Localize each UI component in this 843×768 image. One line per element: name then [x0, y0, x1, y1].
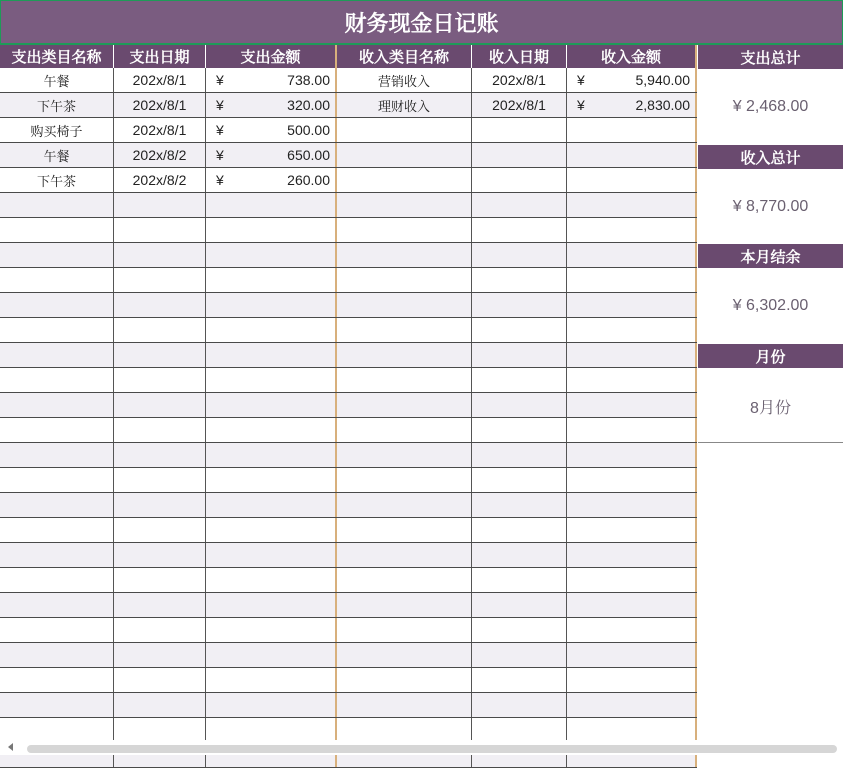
expense-category-cell[interactable] [0, 268, 114, 292]
expense-date-cell[interactable] [114, 193, 206, 217]
expense-category-cell[interactable] [0, 243, 114, 267]
income-amount-cell[interactable] [567, 668, 697, 692]
expense-date-cell[interactable] [114, 543, 206, 567]
income-amount-cell[interactable] [567, 393, 697, 417]
table-row [0, 568, 697, 593]
expense-category-cell[interactable] [0, 318, 114, 342]
expense-date-cell[interactable] [114, 718, 206, 742]
expense-date-cell[interactable] [114, 468, 206, 492]
expense-amount-cell[interactable] [206, 168, 337, 192]
expense-category-cell[interactable]: 午餐 [0, 143, 114, 167]
income-date-cell[interactable] [472, 493, 567, 517]
income-date-cell[interactable] [472, 243, 567, 267]
expense-category-cell[interactable] [0, 368, 114, 392]
expense-category-cell[interactable]: 购买椅子 [0, 118, 114, 142]
income-amount-cell[interactable] [567, 618, 697, 642]
expense-category-cell[interactable] [0, 668, 114, 692]
expense-amount-cell[interactable] [206, 718, 337, 742]
income-date-cell[interactable] [472, 593, 567, 617]
income-date-cell[interactable] [472, 168, 567, 192]
expense-amount-cell[interactable] [206, 393, 337, 417]
table-row [0, 118, 697, 143]
expense-date-cell[interactable] [114, 618, 206, 642]
expense-date-cell[interactable]: 202x/8/1 [114, 93, 206, 117]
income-amount-cell[interactable] [567, 343, 697, 367]
amount-value: 500.00 [287, 122, 330, 138]
income-date-cell[interactable] [472, 368, 567, 392]
income-amount-cell[interactable] [567, 718, 697, 742]
income-category-cell[interactable] [337, 143, 472, 167]
currency-symbol: ¥ [216, 172, 224, 188]
amount-value: 320.00 [287, 97, 330, 113]
expense-category-cell[interactable] [0, 468, 114, 492]
income-amount-cell[interactable] [567, 543, 697, 567]
balance-label[interactable]: 本月结余 [698, 244, 843, 268]
table-row [0, 468, 697, 493]
expense-amount-cell[interactable] [206, 568, 337, 592]
expense-total-label[interactable]: 支出总计 [698, 45, 843, 69]
table-row [0, 693, 697, 718]
income-date-cell[interactable] [472, 443, 567, 467]
sheet-title[interactable]: 财务现金日记账 [0, 0, 843, 45]
income-amount-cell[interactable] [567, 518, 697, 542]
expense-category-cell[interactable] [0, 618, 114, 642]
income-amount-cell[interactable] [567, 93, 697, 117]
expense-amount-cell[interactable] [206, 543, 337, 567]
expense-category-cell[interactable] [0, 518, 114, 542]
balance-value[interactable]: ¥ 6,302.00 [732, 297, 809, 314]
income-date-cell[interactable] [472, 393, 567, 417]
expense-date-cell[interactable] [114, 218, 206, 242]
expense-date-cell[interactable]: 202x/8/2 [114, 168, 206, 192]
amount-value: 2,830.00 [635, 97, 690, 113]
expense-amount-cell[interactable] [206, 343, 337, 367]
income-date-cell[interactable] [472, 143, 567, 167]
expense-category-cell[interactable] [0, 693, 114, 717]
ledger-table [0, 45, 697, 738]
expense-date-cell[interactable] [114, 393, 206, 417]
header-income-date[interactable]: 收入日期 [472, 45, 567, 68]
expense-category-cell[interactable] [0, 493, 114, 517]
month-label[interactable]: 月份 [698, 344, 843, 368]
income-date-cell[interactable] [472, 293, 567, 317]
income-category-cell[interactable] [337, 293, 472, 317]
income-category-cell[interactable] [337, 618, 472, 642]
amount-value: 738.00 [287, 72, 330, 88]
currency-symbol: ¥ [216, 122, 224, 138]
currency-symbol: ¥ [577, 72, 585, 88]
income-amount-cell[interactable] [567, 243, 697, 267]
expense-amount-cell[interactable] [206, 443, 337, 467]
income-category-cell[interactable] [337, 668, 472, 692]
table-row [0, 668, 697, 693]
income-amount-cell[interactable] [567, 368, 697, 392]
income-total-value[interactable]: ¥ 8,770.00 [732, 198, 809, 215]
expense-amount-cell[interactable] [206, 218, 337, 242]
income-amount-cell[interactable] [567, 118, 697, 142]
income-category-cell[interactable] [337, 593, 472, 617]
expense-date-cell[interactable] [114, 493, 206, 517]
expense-date-cell[interactable] [114, 343, 206, 367]
income-category-cell[interactable] [337, 243, 472, 267]
table-row [0, 218, 697, 243]
income-date-cell[interactable] [472, 343, 567, 367]
income-date-cell[interactable] [472, 318, 567, 342]
table-row [0, 193, 697, 218]
expense-amount-cell[interactable] [206, 293, 337, 317]
expense-category-cell[interactable] [0, 218, 114, 242]
expense-date-cell[interactable] [114, 668, 206, 692]
table-row [0, 493, 697, 518]
expense-date-cell[interactable] [114, 693, 206, 717]
income-category-cell[interactable] [337, 368, 472, 392]
income-category-cell[interactable] [337, 318, 472, 342]
expense-amount-cell[interactable] [206, 418, 337, 442]
income-amount-cell[interactable] [567, 168, 697, 192]
expense-category-cell[interactable] [0, 193, 114, 217]
table-row [0, 93, 697, 118]
expense-date-cell[interactable] [114, 318, 206, 342]
income-amount-cell[interactable] [567, 443, 697, 467]
expense-category-cell[interactable] [0, 568, 114, 592]
income-category-cell[interactable] [337, 468, 472, 492]
expense-date-cell[interactable] [114, 593, 206, 617]
table-row [0, 443, 697, 468]
horizontal-scrollbar[interactable] [0, 740, 843, 755]
amount-value: 5,940.00 [635, 72, 690, 88]
income-date-cell[interactable] [472, 218, 567, 242]
income-date-cell[interactable]: 202x/8/1 [472, 68, 567, 92]
income-category-cell[interactable] [337, 693, 472, 717]
income-date-cell[interactable] [472, 468, 567, 492]
scrollbar-thumb[interactable] [27, 745, 837, 753]
income-category-cell[interactable] [337, 543, 472, 567]
income-amount-cell[interactable] [567, 418, 697, 442]
income-category-cell[interactable] [337, 643, 472, 667]
table-row [0, 343, 697, 368]
header-expense-category[interactable]: 支出类目名称 [0, 45, 114, 68]
expense-category-cell[interactable] [0, 393, 114, 417]
amount-value: 650.00 [287, 147, 330, 163]
table-row [0, 318, 697, 343]
summary-panel [698, 45, 843, 443]
income-amount-cell[interactable] [567, 218, 697, 242]
expense-amount-cell[interactable] [206, 493, 337, 517]
expense-amount-cell[interactable] [206, 268, 337, 292]
expense-category-cell[interactable] [0, 293, 114, 317]
income-category-cell[interactable] [337, 268, 472, 292]
income-date-cell[interactable] [472, 568, 567, 592]
table-row [0, 368, 697, 393]
income-category-cell[interactable] [337, 343, 472, 367]
expense-date-cell[interactable] [114, 443, 206, 467]
expense-date-cell[interactable] [114, 268, 206, 292]
expense-total-value[interactable]: ¥ 2,468.00 [732, 98, 809, 115]
expense-amount-cell[interactable] [206, 143, 337, 167]
table-row [0, 293, 697, 318]
expense-amount-cell[interactable] [206, 193, 337, 217]
expense-date-cell[interactable]: 202x/8/1 [114, 68, 206, 92]
expense-category-cell[interactable] [0, 593, 114, 617]
income-amount-cell[interactable] [567, 268, 697, 292]
income-date-cell[interactable] [472, 643, 567, 667]
income-date-cell[interactable] [472, 268, 567, 292]
income-amount-cell[interactable] [567, 293, 697, 317]
income-amount-cell[interactable] [567, 318, 697, 342]
expense-category-cell[interactable] [0, 718, 114, 742]
income-date-cell[interactable] [472, 693, 567, 717]
income-amount-cell[interactable] [567, 493, 697, 517]
income-date-cell[interactable]: 202x/8/1 [472, 93, 567, 117]
income-amount-cell[interactable] [567, 468, 697, 492]
income-category-cell[interactable] [337, 418, 472, 442]
income-date-cell[interactable] [472, 543, 567, 567]
expense-category-cell[interactable] [0, 418, 114, 442]
expense-date-cell[interactable] [114, 568, 206, 592]
summary-divider [698, 442, 843, 443]
income-date-cell[interactable] [472, 718, 567, 742]
scroll-left-arrow-icon[interactable] [8, 743, 13, 751]
table-row [0, 543, 697, 568]
income-category-cell[interactable] [337, 218, 472, 242]
header-expense-date[interactable]: 支出日期 [114, 45, 206, 68]
table-row [0, 168, 697, 193]
expense-amount-cell[interactable] [206, 668, 337, 692]
expense-category-cell[interactable]: 下午茶 [0, 168, 114, 192]
income-date-cell[interactable] [472, 418, 567, 442]
expense-date-cell[interactable]: 202x/8/1 [114, 118, 206, 142]
income-amount-cell[interactable] [567, 193, 697, 217]
income-date-cell[interactable] [472, 193, 567, 217]
income-category-cell[interactable] [337, 393, 472, 417]
income-amount-cell[interactable] [567, 693, 697, 717]
income-total-label[interactable]: 收入总计 [698, 145, 843, 169]
income-category-cell[interactable]: 理财收入 [337, 93, 472, 117]
expense-date-cell[interactable]: 202x/8/2 [114, 143, 206, 167]
income-date-cell[interactable] [472, 618, 567, 642]
income-category-cell[interactable] [337, 518, 472, 542]
income-amount-cell[interactable] [567, 643, 697, 667]
income-category-cell[interactable] [337, 718, 472, 742]
expense-amount-cell[interactable] [206, 93, 337, 117]
expense-amount-cell[interactable] [206, 643, 337, 667]
expense-amount-cell[interactable] [206, 593, 337, 617]
expense-amount-cell[interactable] [206, 318, 337, 342]
income-category-cell[interactable]: 营销收入 [337, 68, 472, 92]
table-row [0, 593, 697, 618]
expense-amount-cell[interactable] [206, 693, 337, 717]
expense-category-cell[interactable] [0, 343, 114, 367]
table-row [0, 143, 697, 168]
income-amount-cell[interactable] [567, 68, 697, 92]
expense-date-cell[interactable] [114, 418, 206, 442]
expense-category-cell[interactable] [0, 643, 114, 667]
expense-date-cell[interactable] [114, 518, 206, 542]
currency-symbol: ¥ [577, 97, 585, 113]
expense-amount-cell[interactable] [206, 518, 337, 542]
income-category-cell[interactable] [337, 168, 472, 192]
table-row [0, 643, 697, 668]
income-category-cell[interactable] [337, 443, 472, 467]
expense-date-cell[interactable] [114, 293, 206, 317]
table-row [0, 243, 697, 268]
income-amount-cell[interactable] [567, 593, 697, 617]
income-category-cell[interactable] [337, 568, 472, 592]
income-date-cell[interactable] [472, 668, 567, 692]
expense-date-cell[interactable] [114, 368, 206, 392]
header-income-category[interactable]: 收入类目名称 [337, 45, 472, 68]
table-row [0, 618, 697, 643]
expense-amount-cell[interactable] [206, 468, 337, 492]
table-row [0, 68, 697, 93]
expense-category-cell[interactable]: 下午茶 [0, 93, 114, 117]
expense-category-cell[interactable] [0, 443, 114, 467]
month-value[interactable]: 8月份 [750, 399, 791, 417]
expense-amount-cell[interactable] [206, 68, 337, 92]
currency-symbol: ¥ [216, 72, 224, 88]
income-date-cell[interactable] [472, 518, 567, 542]
expense-amount-cell[interactable] [206, 368, 337, 392]
income-category-cell[interactable] [337, 193, 472, 217]
income-category-cell[interactable] [337, 493, 472, 517]
table-row [0, 418, 697, 443]
income-category-cell[interactable] [337, 118, 472, 142]
expense-date-cell[interactable] [114, 243, 206, 267]
currency-symbol: ¥ [216, 97, 224, 113]
expense-category-cell[interactable]: 午餐 [0, 68, 114, 92]
income-amount-cell[interactable] [567, 568, 697, 592]
table-row [0, 393, 697, 418]
income-amount-cell[interactable] [567, 143, 697, 167]
income-date-cell[interactable] [472, 118, 567, 142]
expense-amount-cell[interactable] [206, 618, 337, 642]
expense-date-cell[interactable] [114, 643, 206, 667]
header-expense-amount[interactable]: 支出金额 [206, 45, 337, 68]
amount-value: 260.00 [287, 172, 330, 188]
expense-amount-cell[interactable] [206, 243, 337, 267]
expense-amount-cell[interactable] [206, 118, 337, 142]
expense-category-cell[interactable] [0, 543, 114, 567]
currency-symbol: ¥ [216, 147, 224, 163]
table-row [0, 518, 697, 543]
header-income-amount[interactable]: 收入金额 [567, 45, 697, 68]
table-row [0, 268, 697, 293]
